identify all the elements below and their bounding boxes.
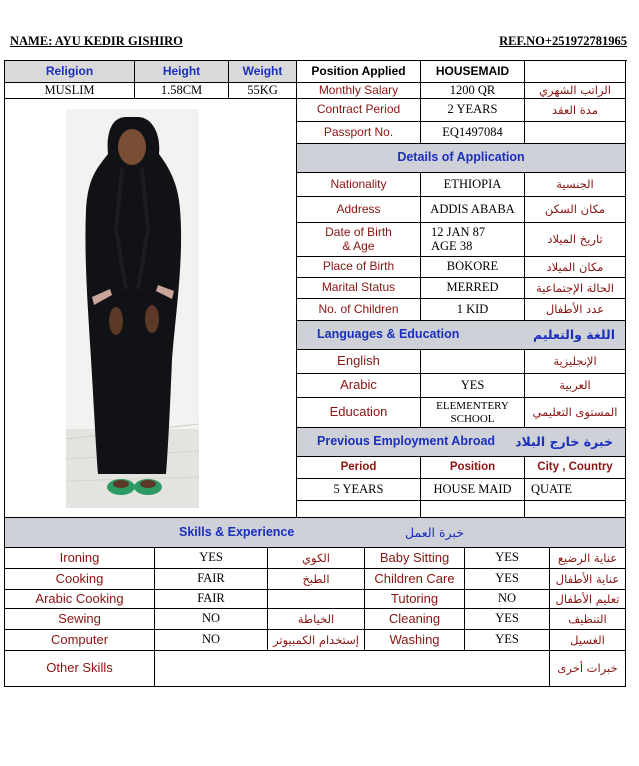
other-skills-ar: خبرات أخرى [550,651,626,687]
employment-title-ar: خبرة خارج البلاد [515,434,613,450]
emp-position-empty [421,501,525,518]
arabic-value: YES [421,374,525,398]
skill-right-label: Baby Sitting [365,548,465,569]
dob-label: Date of Birth & Age [297,223,421,257]
skills-title: Skills & Experience [179,524,295,539]
nationality-ar: الجنسية [525,173,626,197]
pob-ar: مكان الميلاد [525,257,626,278]
other-skills-value [155,651,550,687]
skill-left-value: NO [155,630,268,651]
skill-right-ar: عناية الأطفال [550,569,626,590]
arabic-ar: العربية [525,374,626,398]
languages-section [297,321,626,350]
emp-position-header: Position [421,457,525,479]
marital-label: Marital Status [297,278,421,299]
skill-right-value: NO [465,590,550,609]
address-value: ADDIS ABABA [421,197,525,223]
skill-right-ar: التنظيف [550,609,626,630]
skill-right-value: YES [465,569,550,590]
skill-left-ar: إستخدام الكمبيوتر [268,630,365,651]
weight-value: 55KG [229,83,297,99]
city-country-header: City , Country [525,457,626,479]
monthly-salary-value: 1200 QR [421,83,525,99]
skill-left-label: Cooking [5,569,155,590]
skill-right-label: Washing [365,630,465,651]
skill-right-ar: عناية الرضيع [550,548,626,569]
skill-right-value: YES [465,630,550,651]
address-label: Address [297,197,421,223]
children-label: No. of Children [297,299,421,321]
skill-right-label: Children Care [365,569,465,590]
page-header [10,34,627,50]
nationality-value: ETHIOPIA [421,173,525,197]
height-header: Height [135,61,229,83]
languages-title: Languages & Education [317,327,460,342]
skill-left-value: YES [155,548,268,569]
children-ar: عدد الأطفال [525,299,626,321]
address-ar: مكان السكن [525,197,626,223]
details-section-title: Details of Application [297,144,626,173]
skill-right-ar: تعليم الأطفال [550,590,626,609]
reference-number: REF.NO+251972781965 [499,34,627,48]
pob-label: Place of Birth [297,257,421,278]
english-label: English [297,350,421,374]
marital-value: MERRED [421,278,525,299]
contract-period-ar: مدة العقد [525,99,626,122]
height-value: 1.58CM [135,83,229,99]
skill-left-label: Ironing [5,548,155,569]
education-label: Education [297,398,421,428]
nationality-label: Nationality [297,173,421,197]
arabic-label: Arabic [297,374,421,398]
dob-value: 12 JAN 87 [431,224,486,239]
employment-section [297,428,626,457]
period-header: Period [297,457,421,479]
contract-period-label: Contract Period [297,99,421,122]
education-ar: المستوى التعليمي [525,398,626,428]
pob-value: BOKORE [421,257,525,278]
passport-ar [525,122,626,144]
skill-left-label: Sewing [5,609,155,630]
skill-left-value: FAIR [155,569,268,590]
religion-value: MUSLIM [5,83,135,99]
english-ar: الإنجليزية [525,350,626,374]
dob-value-cell [421,223,525,257]
monthly-salary-label: Monthly Salary [297,83,421,99]
dob-ar: تاريخ الميلاد [525,223,626,257]
age-value: AGE 38 [431,238,473,253]
passport-value: EQ1497084 [421,122,525,144]
weight-header: Weight [229,61,297,83]
applicant-photo [66,109,199,508]
skills-section [5,518,626,548]
skill-left-value: FAIR [155,590,268,609]
applicant-name: NAME: AYU KEDIR GISHIRO [10,34,183,48]
position-applied-ar [525,61,626,83]
passport-label: Passport No. [297,122,421,144]
monthly-salary-ar: الراتب الشهري [525,83,626,99]
skill-right-ar: الغسيل [550,630,626,651]
education-value: ELEMENTERY SCHOOL [421,398,525,428]
skill-left-ar: الطبخ [268,569,365,590]
skill-left-ar: الخياطة [268,609,365,630]
period-empty [297,501,421,518]
employment-title: Previous Employment Abroad [317,434,496,449]
skill-right-label: Cleaning [365,609,465,630]
marital-ar: الحالة الإجتماعية [525,278,626,299]
skill-right-value: YES [465,609,550,630]
period-value: 5 YEARS [297,479,421,501]
emp-position-value: HOUSE MAID [421,479,525,501]
religion-header: Religion [5,61,135,83]
contract-period-value: 2 YEARS [421,99,525,122]
other-skills-label: Other Skills [5,651,155,687]
skill-left-value: NO [155,609,268,630]
skill-left-label: Arabic Cooking [5,590,155,609]
children-value: 1 KID [421,299,525,321]
skill-right-label: Tutoring [365,590,465,609]
skill-left-ar [268,590,365,609]
city-value: QUATE [525,479,626,501]
position-applied-value: HOUSEMAID [421,61,525,83]
city-empty [525,501,626,518]
skill-right-value: YES [465,548,550,569]
english-value [421,350,525,374]
position-applied-label: Position Applied [297,61,421,83]
skills-title-ar: خبرة العمل [405,524,464,540]
skill-left-ar: الكوي [268,548,365,569]
languages-title-ar: اللغة والتعليم [533,327,615,343]
skill-left-label: Computer [5,630,155,651]
